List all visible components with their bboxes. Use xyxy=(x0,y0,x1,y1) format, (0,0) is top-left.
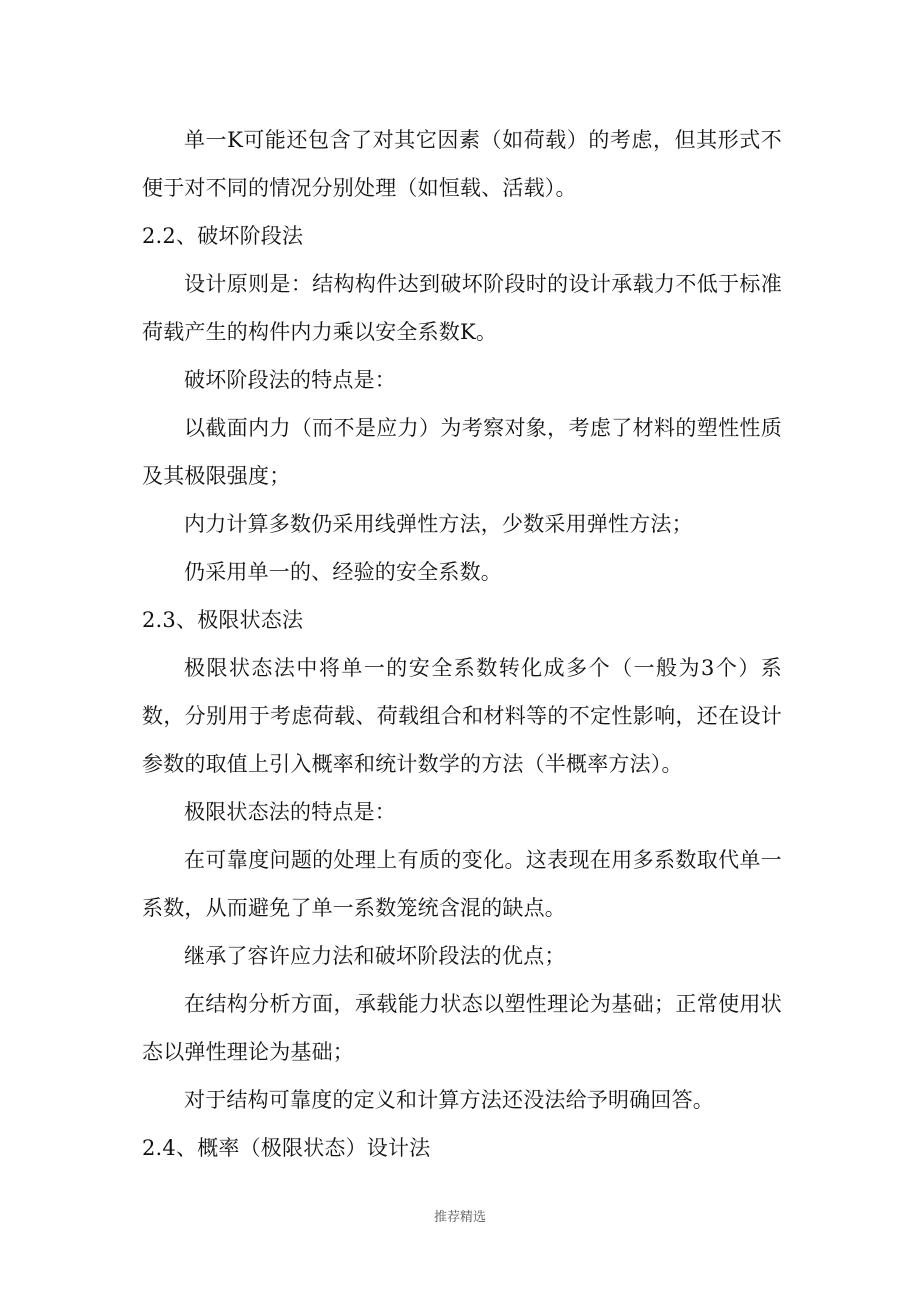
paragraph-single-factor: 仍采用单一的、经验的安全系数。 xyxy=(184,560,502,584)
paragraph-force-calculation: 内力计算多数仍采用线弹性方法，少数采用弹性方法； xyxy=(184,512,693,536)
paragraph-reliability-change: 在可靠度问题的处理上有质的变化。这表现在用多系数取代单一系数，从而避免了单一系数笼统含混的缺点。 xyxy=(142,848,782,920)
section-heading-2-2: 2.2、破坏阶段法 xyxy=(142,224,304,248)
paragraph-section-force: 以截面内力（而不是应力）为考察对象，考虑了材料的塑性性质及其极限强度； xyxy=(142,416,782,488)
document-body xyxy=(142,116,782,1172)
page-footer: 推荐精选 xyxy=(433,1210,486,1225)
paragraph-inherited-advantages: 继承了容许应力法和破坏阶段法的优点； xyxy=(184,944,566,968)
paragraph-limit-state-features: 极限状态法的特点是： xyxy=(184,800,396,824)
section-heading-2-3: 2.3、极限状态法 xyxy=(142,608,304,632)
paragraph-reliability-definition: 对于结构可靠度的定义和计算方法还没法给予明确回答。 xyxy=(184,1088,714,1112)
paragraph-limit-state-method: 极限状态法中将单一的安全系数转化成多个（一般为3个）系数，分别用于考虑荷载、荷载组合和材料等的不定性影响，还在设计参数的取值上引入概率和统计数学的方法（半概率方法）。 xyxy=(142,656,782,776)
paragraph-load-consideration: 单一K可能还包含了对其它因素（如荷载）的考虑，但其形式不便于对不同的情况分别处理（如恒载、活载）。 xyxy=(142,128,782,200)
paragraph-design-principle: 设计原则是：结构构件达到破坏阶段时的设计承载力不低于标准荷载产生的构件内力乘以安全系数K。 xyxy=(142,272,782,344)
paragraph-failure-stage-features: 破坏阶段法的特点是： xyxy=(184,368,396,392)
paragraph-structural-analysis: 在结构分析方面，承载能力状态以塑性理论为基础；正常使用状态以弹性理论为基础； xyxy=(142,992,782,1064)
section-heading-2-4: 2.4、概率（极限状态）设计法 xyxy=(142,1136,431,1160)
